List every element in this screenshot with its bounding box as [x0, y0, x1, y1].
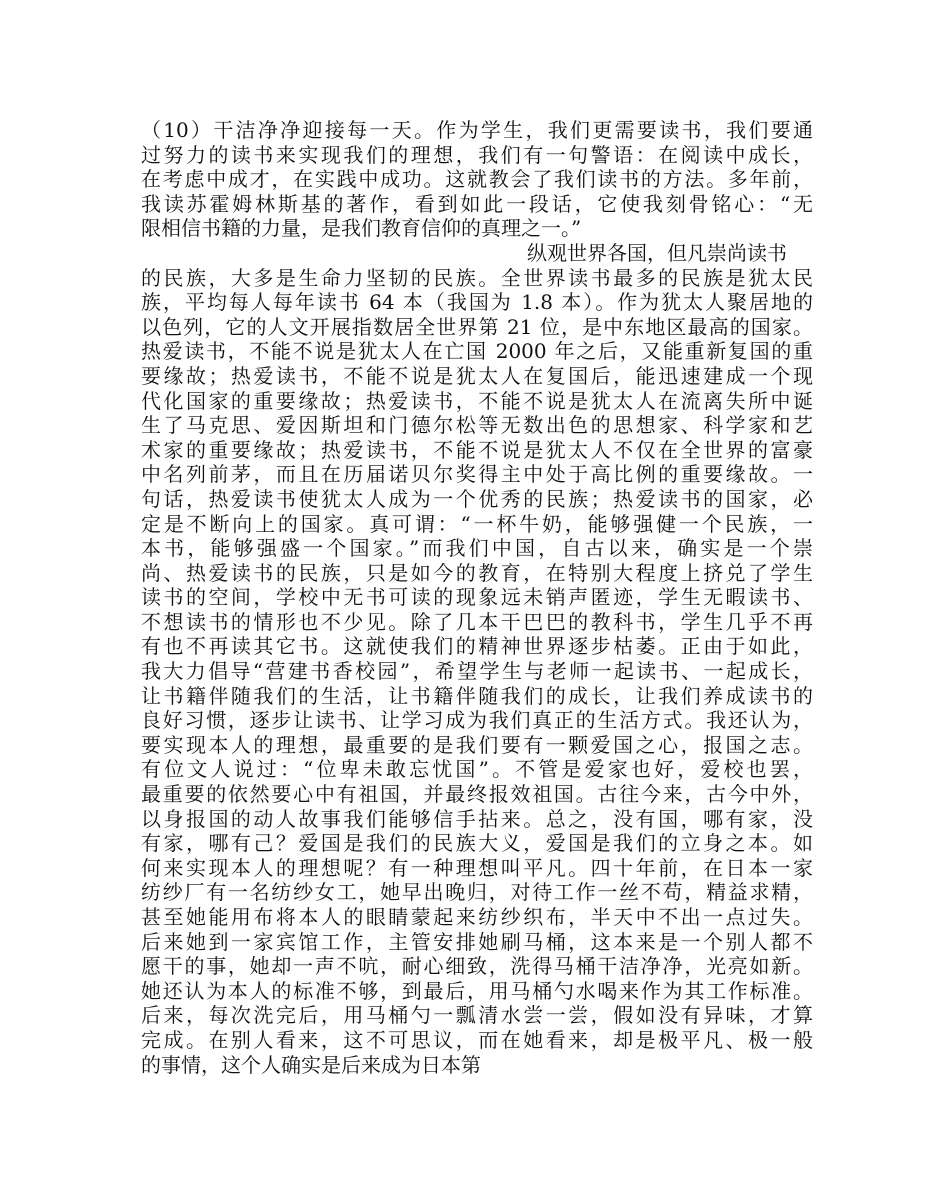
text-line: 族，平均每人每年读书 64 本（我国为 1.8 本）。作为犹太人聚居地的 [141, 290, 813, 315]
text-line: 后来她到一家宾馆工作，主管安排她刷马桶，这本来是一个别人都不 [141, 929, 813, 954]
text-line: 甚至她能用布将本人的眼睛蒙起来纺纱织布，半天中不出一点过失。 [141, 905, 813, 929]
text-line: 我读苏霍姆林斯基的著作，看到如此一段话，它使我刻骨铭心：“无 [141, 191, 813, 216]
text-line: 何来实现本人的理想呢？有一种理想叫平凡。四十年前，在日本一家 [141, 855, 813, 880]
text-line: 热爱读书，不能不说是犹太人在亡国 2000 年之后，又能重新复国的重 [141, 339, 813, 364]
text-line: 不想读书的情形也不少见。除了几本干巴巴的教科书，学生几乎不再 [141, 609, 813, 634]
text-line: 纺纱厂有一名纺纱女工，她早出晚归，对待工作一丝不苟，精益求精， [141, 880, 813, 905]
document-body [141, 118, 813, 1077]
text-line: 有位文人说过：“位卑未敢忘忧国”。不管是爱家也好，爱校也罢， [141, 757, 813, 782]
text-line: 定是不断向上的国家。真可谓：“一杯牛奶，能够强健一个民族，一 [141, 511, 813, 536]
text-line-indented: 纵观世界各国，但凡崇尚读书 [527, 240, 787, 265]
text-line: 生了马克思、爱因斯坦和门德尔松等无数出色的思想家、科学家和艺 [141, 413, 813, 438]
text-line: 本书，能够强盛一个国家。”而我们中国，自古以来，确实是一个崇 [141, 536, 813, 561]
text-line: 术家的重要缘故；热爱读书，不能不说是犹太人不仅在全世界的富豪 [141, 437, 813, 462]
text-line: 尚、热爱读书的民族，只是如今的教育，在特别大程度上挤兑了学生 [141, 560, 813, 585]
text-line: 限相信书籍的力量，是我们教育信仰的真理之一。” [141, 216, 582, 241]
text-line: 她还认为本人的标准不够，到最后，用马桶勺水喝来作为其工作标准。 [141, 978, 813, 1003]
text-line: 最重要的依然要心中有祖国，并最终报效祖国。古往今来，古今中外， [141, 782, 813, 807]
text-line: 愿干的事，她却一声不吭，耐心细致，洗得马桶干洁净净，光亮如新。 [141, 954, 813, 979]
text-line: 完成。在别人看来，这不可思议，而在她看来，却是极平凡、极一般 [141, 1027, 813, 1052]
text-line: 中名列前茅，而且在历届诺贝尔奖得主中处于高比例的重要缘故。一 [141, 462, 813, 487]
text-line: 以色列，它的人文开展指数居全世界第 21 位，是中东地区最高的国家。 [141, 314, 813, 339]
text-line: 要实现本人的理想，最重要的是我们要有一颗爱国之心，报国之志。 [141, 732, 813, 757]
text-line: 以身报国的动人故事我们能够信手拈来。总之，没有国，哪有家，没 [141, 806, 813, 831]
text-line: 我大力倡导“营建书香校园”，希望学生与老师一起读书、一起成长， [141, 659, 813, 684]
text-line: 有也不再读其它书。这就使我们的精神世界逐步枯萎。正由于如此， [141, 634, 813, 659]
text-line: 在考虑中成才，在实践中成功。这就教会了我们读书的方法。多年前， [141, 167, 813, 192]
text-line: 要缘故；热爱读书，不能不说是犹太人在复国后，能迅速建成一个现 [141, 363, 813, 388]
text-line: 让书籍伴随我们的生活，让书籍伴随我们的成长，让我们养成读书的 [141, 683, 813, 708]
text-line: 的事情，这个人确实是后来成为日本第 [141, 1052, 481, 1077]
text-line: 句话，热爱读书使犹太人成为一个优秀的民族；热爱读书的国家，必 [141, 486, 813, 511]
text-line: 后来，每次洗完后，用马桶勺一瓢清水尝一尝，假如没有异味，才算 [141, 1003, 813, 1028]
text-line: 的民族，大多是生命力坚韧的民族。全世界读书最多的民族是犹太民 [141, 265, 813, 290]
text-line: 过努力的读书来实现我们的理想，我们有一句警语：在阅读中成长， [141, 142, 813, 167]
text-line: 良好习惯，逐步让读书、让学习成为我们真正的生活方式。我还认为， [141, 708, 813, 733]
text-line: 代化国家的重要缘故；热爱读书，不能不说是犹太人在流离失所中诞 [141, 388, 813, 413]
text-line: 有家，哪有己？爱国是我们的民族大义，爱国是我们的立身之本。如 [141, 831, 813, 856]
text-line: （10）干洁净净迎接每一天。作为学生，我们更需要读书，我们要通 [141, 118, 813, 142]
text-line: 读书的空间，学校中无书可读的现象远未销声匿迹，学生无暇读书、 [141, 585, 813, 610]
